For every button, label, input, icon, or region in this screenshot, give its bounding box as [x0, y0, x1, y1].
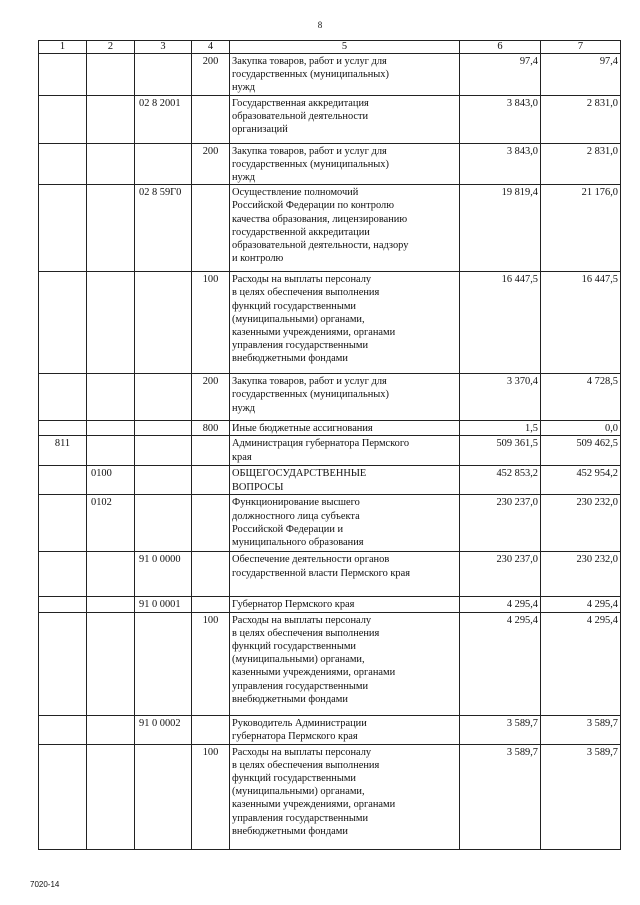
cell-amount-1: 3 370,4 [460, 374, 541, 421]
cell-section-code [87, 374, 135, 421]
cell-amount-1: 230 237,0 [460, 552, 541, 597]
cell-expense-type [192, 436, 230, 466]
cell-section-code [87, 552, 135, 597]
cell-expense-type: 800 [192, 421, 230, 436]
cell-section-code [87, 143, 135, 185]
table-row [39, 272, 621, 374]
cell-amount-2: 21 176,0 [541, 185, 621, 272]
cell-target-code [135, 466, 192, 495]
cell-expense-type: 100 [192, 744, 230, 849]
table-row [39, 552, 621, 597]
table-row [39, 143, 621, 185]
cell-section-code [87, 421, 135, 436]
col-header: 2 [87, 41, 135, 54]
cell-amount-1: 16 447,5 [460, 272, 541, 374]
cell-admin-code [39, 466, 87, 495]
col-header: 7 [541, 41, 621, 54]
cell-section-code [87, 95, 135, 143]
cell-expense-type [192, 715, 230, 744]
cell-description: Иные бюджетные ассигнования [230, 421, 460, 436]
cell-admin-code [39, 374, 87, 421]
cell-expense-type [192, 597, 230, 612]
cell-target-code [135, 421, 192, 436]
cell-amount-1: 19 819,4 [460, 185, 541, 272]
table-row [39, 374, 621, 421]
cell-description: Осуществление полномочий Российской Федерации по контролю качества образования, лицензированию государственной аккредитации образовательной деятельности, надзору и контролю [230, 185, 460, 272]
cell-description: Закупка товаров, работ и услуг для государственных (муниципальных) нужд [230, 54, 460, 96]
table-row [39, 185, 621, 272]
cell-amount-2: 452 954,2 [541, 466, 621, 495]
cell-admin-code [39, 495, 87, 552]
cell-amount-1: 97,4 [460, 54, 541, 96]
cell-target-code: 02 8 59Г0 [135, 185, 192, 272]
table-row [39, 466, 621, 495]
cell-amount-2: 2 831,0 [541, 143, 621, 185]
form-code: 7020-14 [30, 880, 60, 889]
cell-amount-2: 4 295,4 [541, 597, 621, 612]
cell-expense-type [192, 466, 230, 495]
cell-amount-2: 4 728,5 [541, 374, 621, 421]
cell-target-code: 02 8 2001 [135, 95, 192, 143]
table-body [39, 54, 621, 850]
cell-description: Функционирование высшего должностного лица субъекта Российской Федерации и муниципального образования [230, 495, 460, 552]
cell-description: Губернатор Пермского края [230, 597, 460, 612]
cell-admin-code [39, 54, 87, 96]
table-row [39, 421, 621, 436]
cell-description: Обеспечение деятельности органов государственной власти Пермского края [230, 552, 460, 597]
cell-admin-code [39, 552, 87, 597]
cell-admin-code [39, 744, 87, 849]
cell-section-code: 0100 [87, 466, 135, 495]
cell-description: ОБЩЕГОСУДАРСТВЕННЫЕ ВОПРОСЫ [230, 466, 460, 495]
cell-section-code [87, 612, 135, 715]
cell-target-code [135, 374, 192, 421]
cell-target-code: 91 0 0001 [135, 597, 192, 612]
cell-expense-type [192, 495, 230, 552]
cell-section-code: 0102 [87, 495, 135, 552]
cell-amount-1: 230 237,0 [460, 495, 541, 552]
cell-admin-code: 811 [39, 436, 87, 466]
budget-table [38, 40, 621, 850]
cell-target-code: 91 0 0000 [135, 552, 192, 597]
cell-description: Расходы на выплаты персоналу в целях обеспечения выполнения функций государственными (муниципальными) органами, казенными учреждениями, органами управления государственными внебюджетными фондами [230, 612, 460, 715]
cell-target-code: 91 0 0002 [135, 715, 192, 744]
cell-amount-1: 4 295,4 [460, 597, 541, 612]
cell-expense-type [192, 185, 230, 272]
table-row [39, 612, 621, 715]
cell-section-code [87, 436, 135, 466]
cell-amount-1: 509 361,5 [460, 436, 541, 466]
table-row [39, 54, 621, 96]
cell-target-code [135, 495, 192, 552]
cell-amount-2: 0,0 [541, 421, 621, 436]
cell-section-code [87, 54, 135, 96]
cell-admin-code [39, 272, 87, 374]
cell-target-code [135, 54, 192, 96]
cell-description: Расходы на выплаты персоналу в целях обеспечения выполнения функций государственными (муниципальными) органами, казенными учреждениями, органами управления государственными внебюджетными фондами [230, 744, 460, 849]
cell-amount-1: 4 295,4 [460, 612, 541, 715]
cell-amount-2: 509 462,5 [541, 436, 621, 466]
cell-amount-1: 452 853,2 [460, 466, 541, 495]
cell-expense-type [192, 95, 230, 143]
cell-target-code [135, 612, 192, 715]
cell-description: Закупка товаров, работ и услуг для государственных (муниципальных) нужд [230, 143, 460, 185]
cell-description: Руководитель Администрации губернатора Пермского края [230, 715, 460, 744]
cell-amount-2: 2 831,0 [541, 95, 621, 143]
cell-expense-type: 200 [192, 374, 230, 421]
col-header: 1 [39, 41, 87, 54]
cell-amount-2: 97,4 [541, 54, 621, 96]
table-row [39, 495, 621, 552]
table-row [39, 95, 621, 143]
cell-amount-2: 4 295,4 [541, 612, 621, 715]
cell-target-code [135, 744, 192, 849]
cell-description: Расходы на выплаты персоналу в целях обеспечения выполнения функций государственными (муниципальными) органами, казенными учреждениями, органами управления государственными внебюджетными фондами [230, 272, 460, 374]
col-header: 3 [135, 41, 192, 54]
col-header: 5 [230, 41, 460, 54]
header-row [39, 41, 621, 54]
cell-section-code [87, 272, 135, 374]
cell-target-code [135, 436, 192, 466]
cell-section-code [87, 597, 135, 612]
cell-amount-1: 3 843,0 [460, 143, 541, 185]
cell-section-code [87, 744, 135, 849]
page-number: 8 [317, 20, 323, 30]
cell-section-code [87, 715, 135, 744]
cell-amount-2: 230 232,0 [541, 552, 621, 597]
cell-amount-1: 3 589,7 [460, 715, 541, 744]
cell-description: Закупка товаров, работ и услуг для государственных (муниципальных) нужд [230, 374, 460, 421]
cell-section-code [87, 185, 135, 272]
cell-amount-2: 230 232,0 [541, 495, 621, 552]
cell-admin-code [39, 597, 87, 612]
cell-admin-code [39, 95, 87, 143]
cell-admin-code [39, 143, 87, 185]
cell-amount-1: 1,5 [460, 421, 541, 436]
cell-amount-1: 3 843,0 [460, 95, 541, 143]
cell-target-code [135, 272, 192, 374]
cell-expense-type: 100 [192, 612, 230, 715]
cell-admin-code [39, 185, 87, 272]
cell-admin-code [39, 715, 87, 744]
table-row [39, 744, 621, 849]
cell-amount-2: 16 447,5 [541, 272, 621, 374]
col-header: 4 [192, 41, 230, 54]
table-row [39, 436, 621, 466]
cell-description: Администрация губернатора Пермского края [230, 436, 460, 466]
cell-expense-type [192, 552, 230, 597]
cell-amount-1: 3 589,7 [460, 744, 541, 849]
cell-expense-type: 100 [192, 272, 230, 374]
budget-table-container [38, 40, 620, 850]
cell-amount-2: 3 589,7 [541, 744, 621, 849]
cell-description: Государственная аккредитация образовательной деятельности организаций [230, 95, 460, 143]
cell-admin-code [39, 612, 87, 715]
col-header: 6 [460, 41, 541, 54]
cell-expense-type: 200 [192, 143, 230, 185]
cell-admin-code [39, 421, 87, 436]
cell-expense-type: 200 [192, 54, 230, 96]
table-row [39, 715, 621, 744]
cell-amount-2: 3 589,7 [541, 715, 621, 744]
table-row [39, 597, 621, 612]
cell-target-code [135, 143, 192, 185]
